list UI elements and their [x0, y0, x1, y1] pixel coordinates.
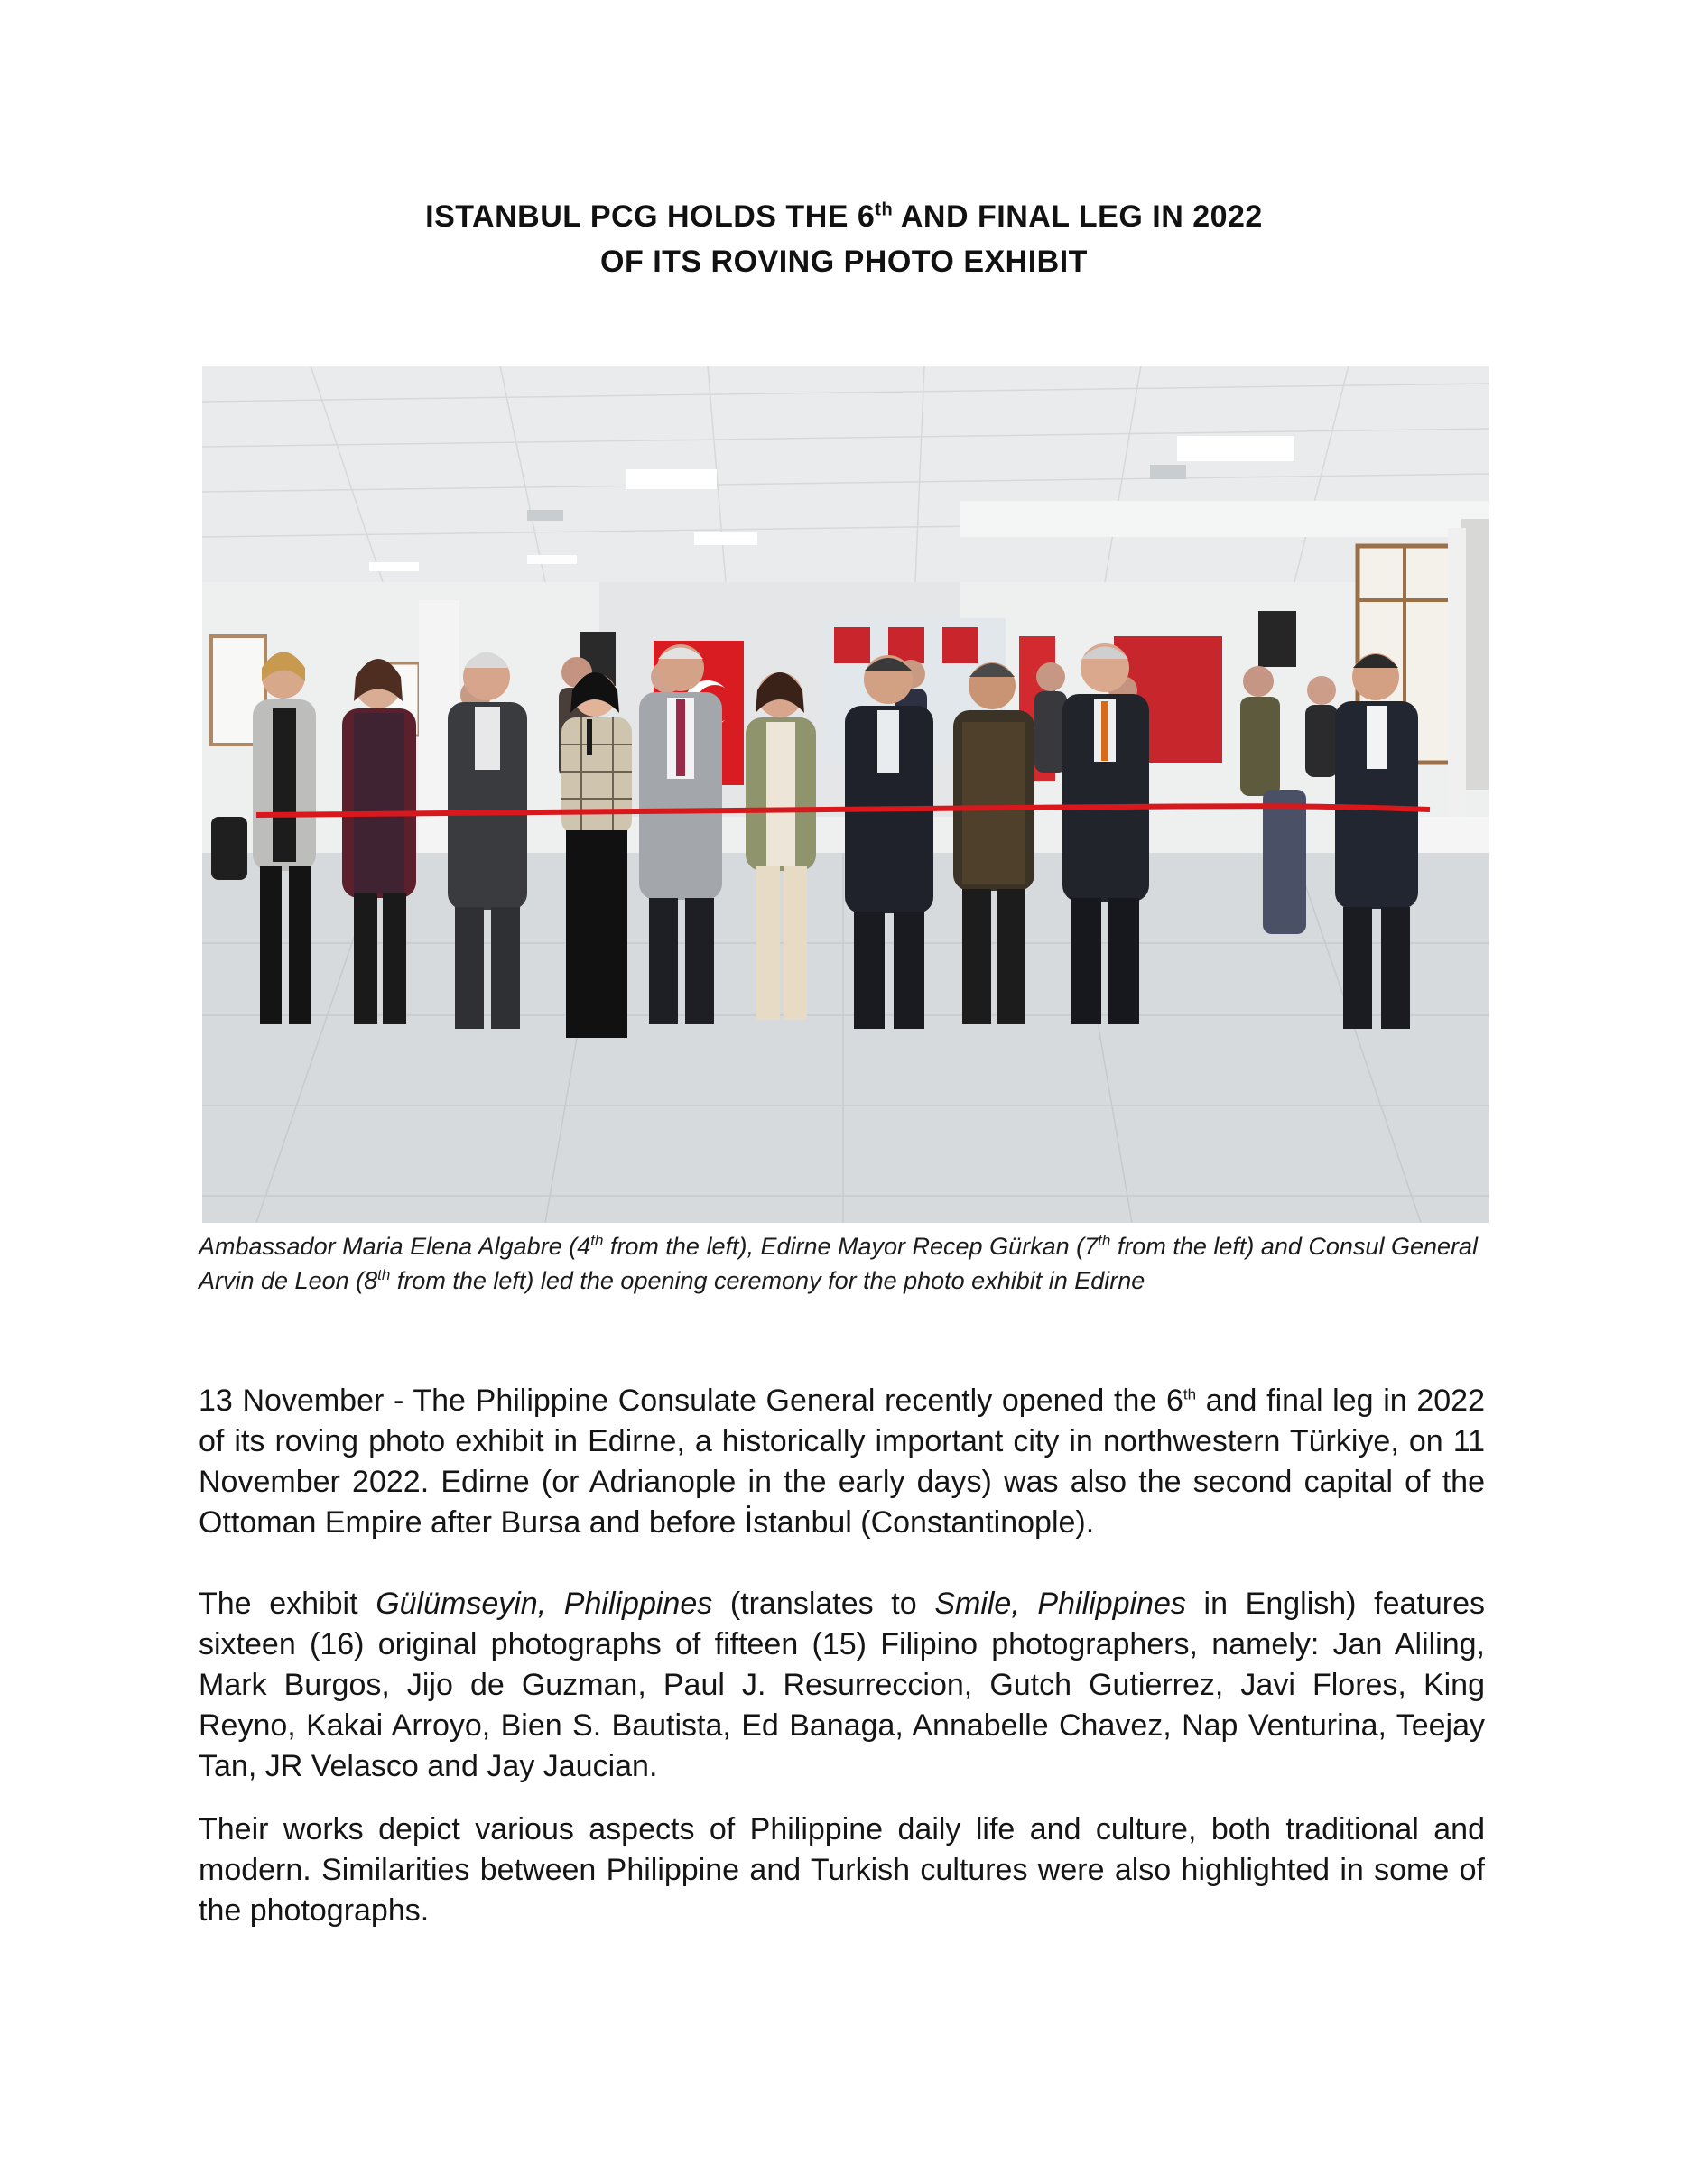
- page-title: [0, 194, 1688, 284]
- title-line-2: OF ITS ROVING PHOTO EXHIBIT: [600, 245, 1088, 279]
- photo-caption: Ambassador Maria Elena Algabre (4th from the left), Edirne Mayor Recep Gürkan (7th from the left) and Consul General Arvin de Leon (8th from the left) led the opening ceremony for the photo exhibit in Edirne: [199, 1232, 1479, 1294]
- paragraph-2: The exhibit Gülümseyin, Philippines (translates to Smile, Philippines in English) features sixteen (16) original photographs of fifteen (15) Filipino photographers, namely: Jan Aliling, Mark Burgos, Jijo de Guzman, Paul J. Resurreccion, Gutch Gutierrez, Javi Flores, King Reyno, Kakai Arroyo, Bien S. Bautista, Ed Banaga, Annabelle Chavez, Nap Venturina, Teejay Tan, JR Velasco and Jay Jaucian.: [199, 1587, 1485, 1783]
- ribbon-cutting-photo: [202, 366, 1489, 1223]
- paragraph-3: Their works depict various aspects of Philippine daily life and culture, both traditional and modern. Similarities between Philippine and Turkish cultures were also highlighted in some of the photographs.: [199, 1812, 1485, 1928]
- title-line-1: ISTANBUL PCG HOLDS THE 6th AND FINAL LEG IN 2022: [425, 199, 1263, 234]
- paragraph-1: 13 November - The Philippine Consulate General recently opened the 6th and final leg in 2022 of its roving photo exhibit in Edirne, a historically important city in northwestern Türkiye, on 11 November 2022. Edirne (or Adrianople in the early days) was also the second capital of the Ottoman Empire after Bursa and before İstanbul (Constantinople).: [199, 1384, 1485, 1540]
